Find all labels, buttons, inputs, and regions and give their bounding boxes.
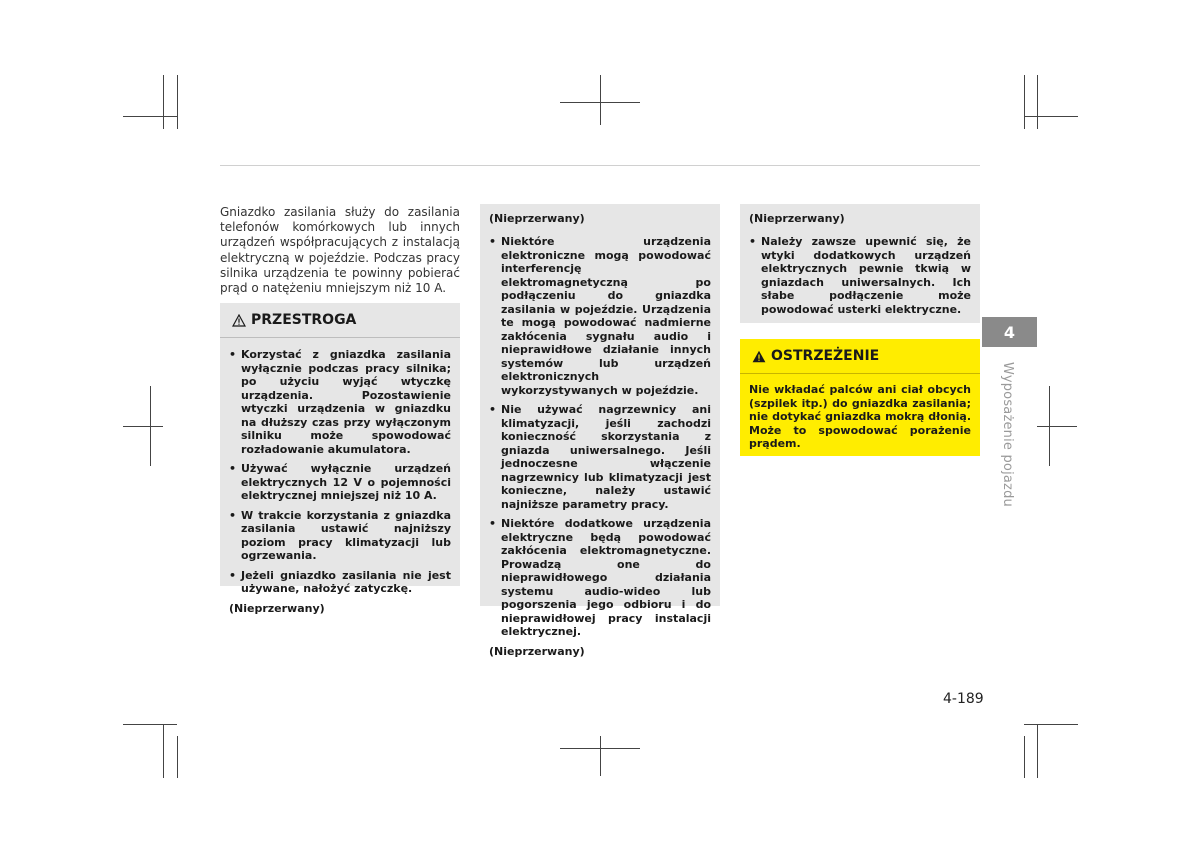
crop-mark	[177, 736, 178, 778]
continued-label: (Nieprzerwany)	[229, 601, 325, 615]
registration-mark	[123, 426, 163, 427]
list-item: • Niektóre dodatkowe urządzenia elektryczne będą powodować zakłócenia elektromagnetyczne. Prowadzą one do nieprawidłowego działania systemu audio-wideo lub pogorszenia jego odbioru i do nieprawidłowej pracy instalacji elektrycznej.	[489, 517, 711, 639]
warning-title	[740, 339, 980, 374]
warning-triangle-filled-icon	[752, 350, 766, 363]
crop-mark	[123, 724, 177, 725]
warning-title-text: OSTRZEŻENIE	[771, 348, 880, 364]
crop-mark	[1024, 724, 1078, 725]
warning-box	[740, 339, 980, 456]
crop-mark	[1024, 116, 1078, 117]
right-list	[749, 235, 971, 316]
intro-paragraph	[220, 205, 460, 296]
chapter-tab	[982, 317, 1037, 347]
list-item: • Nie używać nagrzewnicy ani klimatyzacji, jeśli zachodzi konieczność skorzystania z gniazda uniwersalnego. Jeśli jednoczesne włączenie nagrzewnicy lub klimatyzacji jest konieczne, należy ustawić najniższe parametry pracy.	[489, 403, 711, 511]
chapter-number: 4	[1003, 322, 1016, 342]
registration-mark	[600, 75, 601, 125]
registration-mark	[1037, 426, 1077, 427]
list-item: • Jeżeli gniazdko zasilania nie jest używane, nałożyć zatyczkę.	[229, 569, 451, 596]
continued-box-right	[740, 204, 980, 323]
middle-list	[489, 235, 711, 639]
warning-text: Nie wkładać palców ani ciał obcych (szpilek itp.) do gniazdka zasilania; nie dotykać gniazdka mokrą dłonią. Może to spowodować porażenie prądem.	[749, 383, 971, 450]
intro-text: Gniazdko zasilania służy do zasilania telefonów komórkowych lub innych urządzeń współpracujących z instalacją elektryczną w pojeździe. Podczas pracy silnika urządzenia te powinny pobierać prąd o natężeniu mniejszym niż 10 A.	[220, 205, 460, 296]
list-item: • Używać wyłącznie urządzeń elektrycznych 12 V o pojemności elektrycznej mniejszej niż 10 A.	[229, 462, 451, 503]
crop-mark	[177, 75, 178, 129]
warning-triangle-outline-icon	[232, 314, 246, 327]
list-item: • Niektóre urządzenia elektroniczne mogą powodować interferencję elektromagnetyczną po podłączeniu do gniazdka zasilania w pojeździe. Urządzenia te mogą powodować nadmierne zakłócenia sygnału audio i nieprawidłowe działanie innych systemów lub urządzeń elektronicznych wykorzystywanych w pojeździe.	[489, 235, 711, 397]
registration-mark	[600, 736, 601, 776]
registration-mark	[150, 386, 151, 466]
continued-label: (Nieprzerwany)	[749, 212, 845, 225]
header-rule	[220, 165, 980, 166]
list-item: • Należy zawsze upewnić się, że wtyki dodatkowych urządzeń elektrycznych pewnie tkwią w gniazdach uniwersalnych. Ich słabe podłączenie może powodować usterki elektryczne.	[749, 235, 971, 316]
crop-mark	[163, 724, 164, 778]
crop-mark	[1024, 736, 1025, 778]
continued-label: (Nieprzerwany)	[489, 212, 585, 225]
crop-mark	[163, 75, 164, 129]
list-item: • W trakcie korzystania z gniazdka zasilania ustawić najniższy poziom pracy klimatyzacji lub ogrzewania.	[229, 509, 451, 563]
crop-mark	[123, 116, 177, 117]
caution-title-text: PRZESTROGA	[251, 312, 357, 328]
continued-box-middle	[480, 204, 720, 658]
crop-mark	[1037, 75, 1038, 129]
caution-list	[229, 348, 451, 596]
caution-title	[220, 303, 460, 338]
crop-mark	[1037, 724, 1038, 778]
continued-label: (Nieprzerwany)	[489, 644, 585, 658]
list-item: • Korzystać z gniazdka zasilania wyłącznie podczas pracy silnika; po użyciu wyjąć wtyczkę urządzenia. Pozostawienie wtyczki urządzenia w gniazdku na dłuższy czas przy wyłączonym silniku może spowodować rozładowanie akumulatora.	[229, 348, 451, 456]
page-number: 4-189	[943, 691, 984, 707]
chapter-title: Wyposażenie pojazdu	[1000, 362, 1015, 507]
caution-box	[220, 303, 460, 615]
crop-mark	[1024, 75, 1025, 129]
registration-mark	[1049, 386, 1050, 466]
